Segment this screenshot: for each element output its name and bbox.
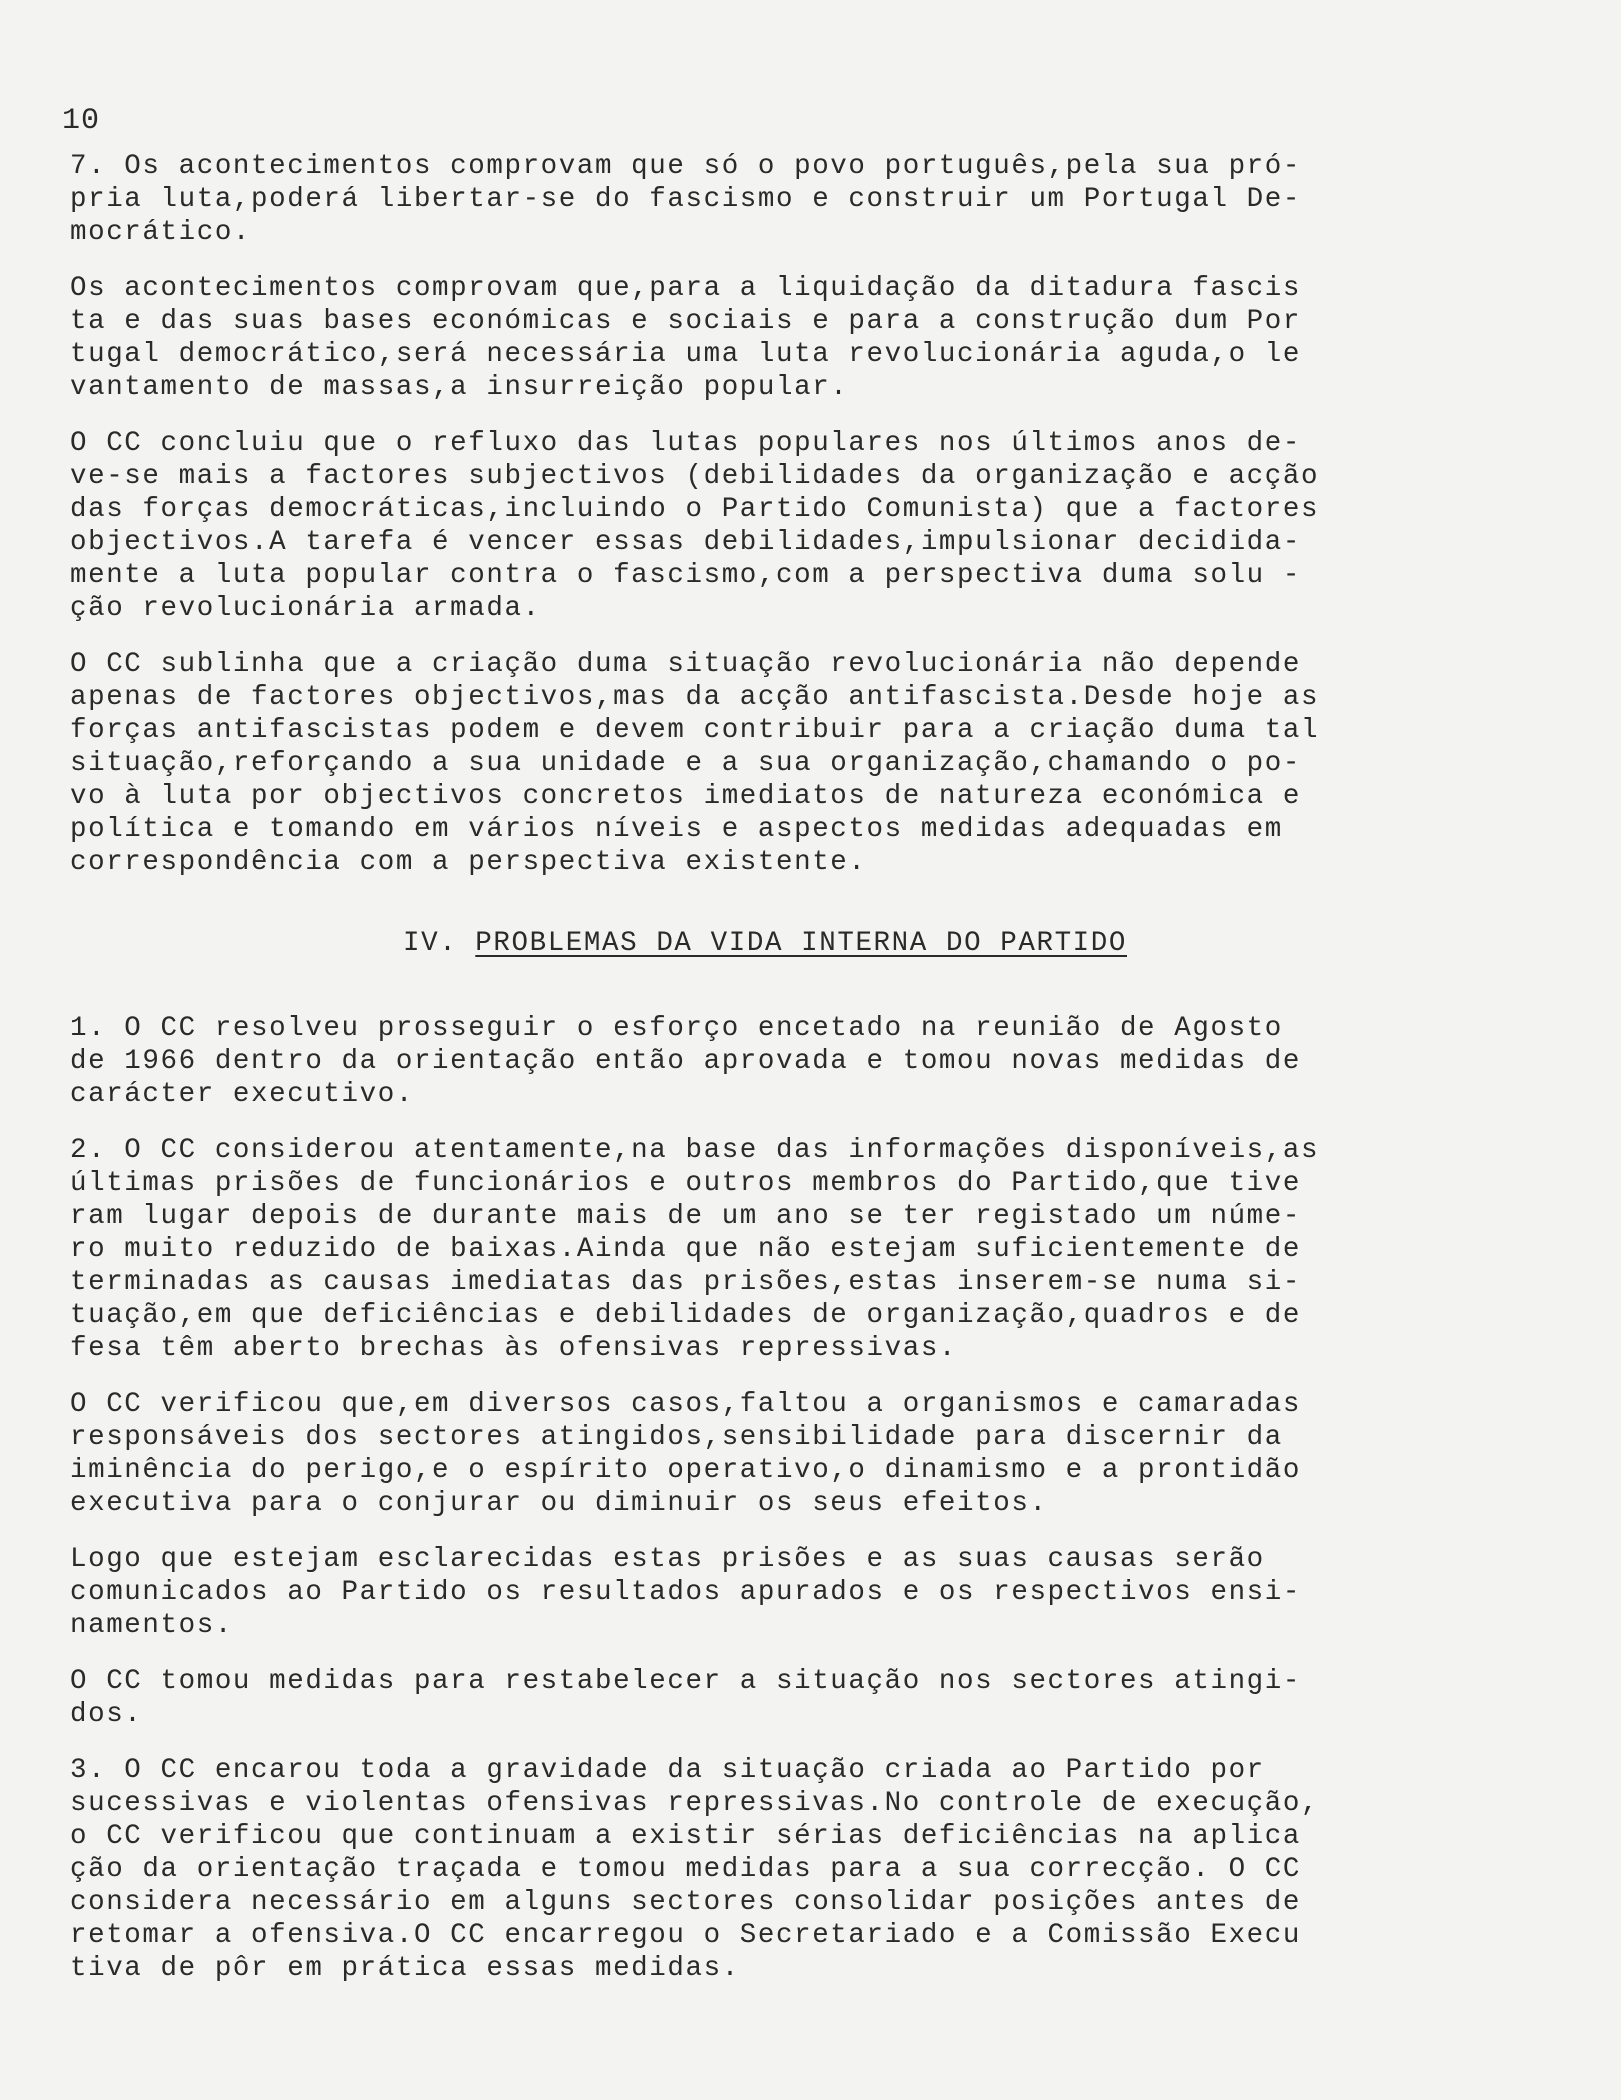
section-heading xyxy=(70,927,1460,960)
section-iii-continuation xyxy=(70,150,1460,879)
paragraph xyxy=(70,1754,1460,1985)
text-line: objectivos.A tarefa é vencer essas debilidades,impulsionar decidida- xyxy=(70,527,1301,558)
text-line: ção revolucionária armada. xyxy=(70,593,541,624)
text-line: forças antifascistas podem e devem contribuir para a criação duma tal xyxy=(70,715,1320,746)
paragraph xyxy=(70,1012,1460,1111)
text-line: apenas de factores objectivos,mas da acção antifascista.Desde hoje as xyxy=(70,682,1320,713)
text-line: O CC verificou que,em diversos casos,faltou a organismos e camaradas xyxy=(70,1389,1301,1420)
text-line: dos. xyxy=(70,1699,143,1730)
text-line: vantamento de massas,a insurreição popular. xyxy=(70,372,849,403)
paragraph xyxy=(70,1665,1460,1731)
text-line: vo à luta por objectivos concretos imediatos de natureza económica e xyxy=(70,781,1301,812)
section-iv-body xyxy=(70,1012,1460,1985)
text-line: 7. Os acontecimentos comprovam que só o povo português,pela sua pró- xyxy=(70,151,1301,182)
text-line: fesa têm aberto brechas às ofensivas repressivas. xyxy=(70,1333,958,1364)
paragraph xyxy=(70,1388,1460,1520)
text-line: iminência do perigo,e o espírito operativo,o dinamismo e a prontidão xyxy=(70,1455,1301,1486)
text-line: tuação,em que deficiências e debilidades de organização,quadros e de xyxy=(70,1300,1301,1331)
paragraph xyxy=(70,427,1460,625)
text-line: carácter executivo. xyxy=(70,1079,414,1110)
text-line: ram lugar depois de durante mais de um ano se ter registado um núme- xyxy=(70,1201,1301,1232)
paragraph xyxy=(70,648,1460,879)
page-number: 10 xyxy=(62,104,101,138)
text-line: terminadas as causas imediatas das prisões,estas inserem-se numa si- xyxy=(70,1267,1301,1298)
text-line: sucessivas e violentas ofensivas repressivas.No controle de execução, xyxy=(70,1788,1320,1819)
text-line: Logo que estejam esclarecidas estas prisões e as suas causas serão xyxy=(70,1544,1265,1575)
text-line: situação,reforçando a sua unidade e a sua organização,chamando o po- xyxy=(70,748,1301,779)
paragraph xyxy=(70,1134,1460,1365)
text-line: 2. O CC considerou atentamente,na base das informações disponíveis,as xyxy=(70,1135,1320,1166)
text-line: tugal democrático,será necessária uma luta revolucionária aguda,o le xyxy=(70,339,1301,370)
text-line: O CC concluiu que o refluxo das lutas populares nos últimos anos de- xyxy=(70,428,1301,459)
text-line: considera necessário em alguns sectores consolidar posições antes de xyxy=(70,1887,1301,1918)
text-line: ro muito reduzido de baixas.Ainda que não estejam suficientemente de xyxy=(70,1234,1301,1265)
section-title: PROBLEMAS DA VIDA INTERNA DO PARTIDO xyxy=(475,928,1127,959)
text-line: 1. O CC resolveu prosseguir o esforço encetado na reunião de Agosto xyxy=(70,1013,1283,1044)
text-line: mente a luta popular contra o fascismo,com a perspectiva duma solu - xyxy=(70,560,1301,591)
section-number: IV. xyxy=(402,928,458,959)
text-line: o CC verificou que continuam a existir sérias deficiências na aplica xyxy=(70,1821,1301,1852)
paragraph xyxy=(70,272,1460,404)
text-line: comunicados ao Partido os resultados apurados e os respectivos ensi- xyxy=(70,1577,1301,1608)
text-line: pria luta,poderá libertar-se do fascismo e construir um Portugal De- xyxy=(70,184,1301,215)
body-text xyxy=(70,150,1460,2008)
text-line: namentos. xyxy=(70,1610,233,1641)
text-line: executiva para o conjurar ou diminuir os seus efeitos. xyxy=(70,1488,1048,1519)
text-line: 3. O CC encarou toda a gravidade da situação criada ao Partido por xyxy=(70,1755,1265,1786)
text-line: ve-se mais a factores subjectivos (debilidades da organização e acção xyxy=(70,461,1320,492)
text-line: responsáveis dos sectores atingidos,sensibilidade para discernir da xyxy=(70,1422,1283,1453)
text-line: ta e das suas bases económicas e sociais e para a construção dum Por xyxy=(70,306,1301,337)
paragraph xyxy=(70,150,1460,249)
text-line: mocrático. xyxy=(70,217,252,248)
text-line: últimas prisões de funcionários e outros membros do Partido,que tive xyxy=(70,1168,1301,1199)
text-line: ção da orientação traçada e tomou medidas para a sua correcção. O CC xyxy=(70,1854,1301,1885)
paragraph xyxy=(70,1543,1460,1642)
text-line: retomar a ofensiva.O CC encarregou o Secretariado e a Comissão Execu xyxy=(70,1920,1301,1951)
text-line: tiva de pôr em prática essas medidas. xyxy=(70,1953,740,1984)
text-line: O CC sublinha que a criação duma situação revolucionária não depende xyxy=(70,649,1301,680)
text-line: política e tomando em vários níveis e aspectos medidas adequadas em xyxy=(70,814,1283,845)
text-line: correspondência com a perspectiva existente. xyxy=(70,847,867,878)
text-line: O CC tomou medidas para restabelecer a situação nos sectores atingi- xyxy=(70,1666,1301,1697)
text-line: Os acontecimentos comprovam que,para a liquidação da ditadura fascis xyxy=(70,273,1301,304)
text-line: de 1966 dentro da orientação então aprovada e tomou novas medidas de xyxy=(70,1046,1301,1077)
text-line: das forças democráticas,incluindo o Partido Comunista) que a factores xyxy=(70,494,1320,525)
